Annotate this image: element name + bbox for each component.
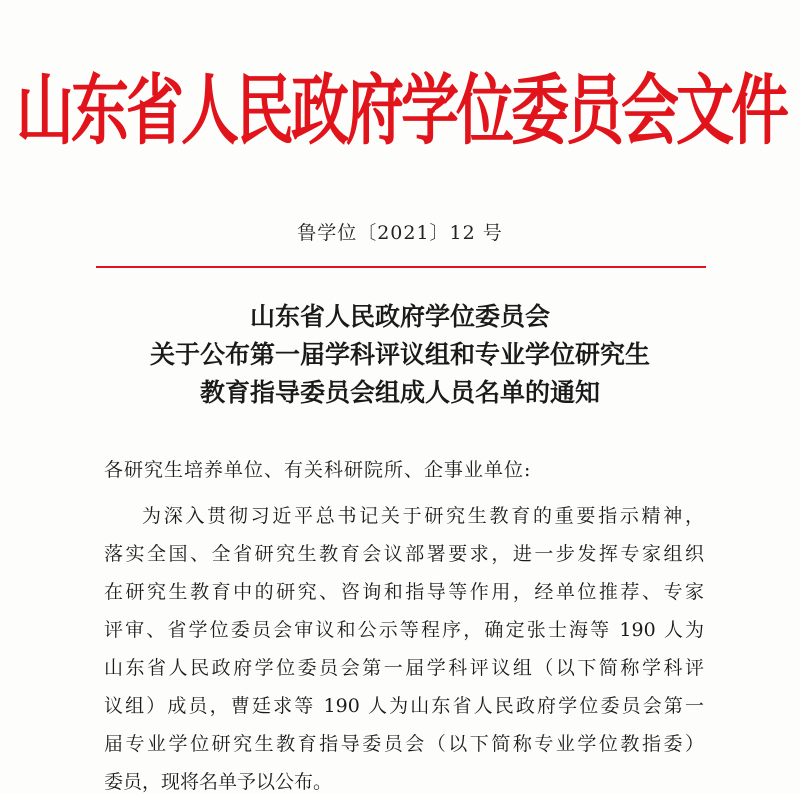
body-line: 山东省人民政府学位委员会第一届学科评议组（以下简称学科评 (104, 657, 704, 679)
notice-title-line: 山东省人民政府学位委员会 (249, 302, 550, 331)
masthead-title: 山东省人民政府学位委员会文件 (16, 65, 787, 156)
body-line: 议组）成员，曹廷求等 190 人为山东省人民政府学位委员会第一 (104, 695, 704, 717)
notice-title-line: 关于公布第一届学科评议组和专业学位研究生 (149, 340, 650, 369)
red-divider-line (96, 266, 706, 268)
document-number: 鲁学位〔2021〕12 号 (297, 222, 503, 244)
body-line: 评审、省学位委员会审议和公示等程序，确定张士海等 190 人为 (104, 619, 704, 641)
body-line: 为深入贯彻习近平总书记关于研究生教育的重要指示精神， (142, 505, 704, 527)
body-line: 届专业学位研究生教育指导委员会（以下简称专业学位教指委） (104, 733, 704, 755)
body-line: 落实全国、全省研究生教育会议部署要求，进一步发挥专家组织 (104, 543, 704, 565)
body-line: 在研究生教育中的研究、咨询和指导等作用，经单位推荐、专家 (104, 581, 704, 603)
notice-title-line: 教育指导委员会组成人员名单的通知 (199, 378, 600, 407)
notice-title (0, 298, 800, 412)
body-paragraph (104, 497, 704, 801)
body-line: 委员，现将名单予以公布。 (104, 771, 333, 793)
salutation: 各研究生培养单位、有关科研院所、企事业单位: (104, 459, 532, 481)
